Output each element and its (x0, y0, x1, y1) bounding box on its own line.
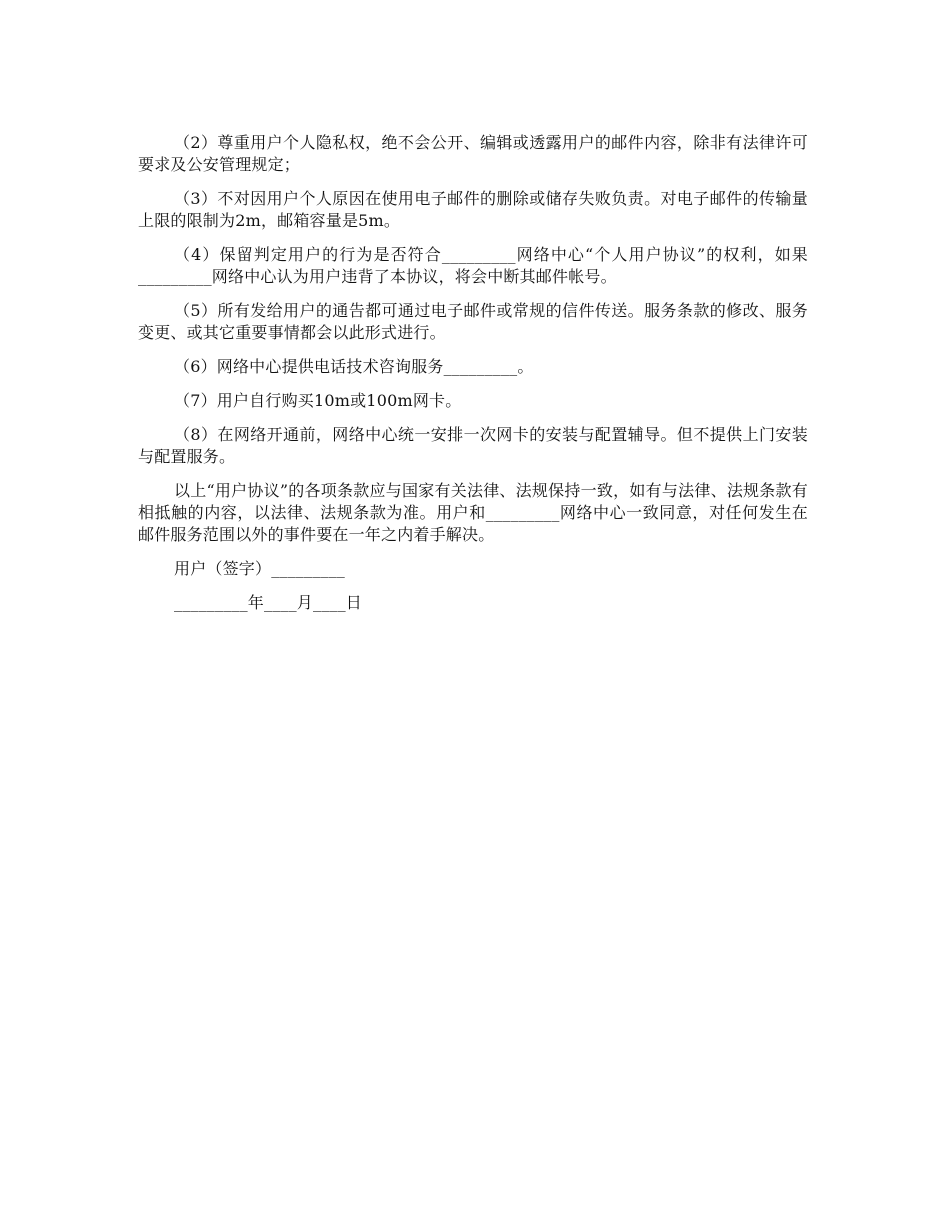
clause-7: （7）用户自行购买10m或100m网卡。 (174, 391, 462, 410)
clause-4: （4）保留判定用户的行为是否符合_________网络中心“个人用户协议”的权利，如果_________网络中心认为用户违背了本协议，将会中断其邮件帐号。 (138, 245, 808, 286)
date-line: _________年____月____日 (174, 593, 363, 612)
clause-6: （6）网络中心提供电话技术咨询服务_________。 (174, 357, 534, 376)
clause-5: （5）所有发给用户的通告都可通过电子邮件或常规的信件传送。服务条款的修改、服务变更、或其它重要事情都会以此形式进行。 (138, 301, 808, 342)
clause-2: （2）尊重用户个人隐私权，绝不会公开、编辑或透露用户的邮件内容，除非有法律许可要求及公安管理规定； (138, 133, 808, 174)
signature-line: 用户（签字）_________ (174, 559, 346, 578)
clause-8: （8）在网络开通前，网络中心统一安排一次网卡的安装与配置辅导。但不提供上门安装与配置服务。 (138, 425, 808, 466)
clause-3: （3）不对因用户个人原因在使用电子邮件的删除或储存失败负责。对电子邮件的传输量上限的限制为2m，邮箱容量是5m。 (138, 189, 808, 230)
document-page (138, 132, 808, 626)
agreement-summary: 以上“用户协议”的各项条款应与国家有关法律、法规保持一致，如有与法律、法规条款有相抵触的内容，以法律、法规条款为准。用户和_________网络中心一致同意，对任何发生在邮件服务范围以外的事件要在一年之内着手解决。 (138, 481, 808, 544)
